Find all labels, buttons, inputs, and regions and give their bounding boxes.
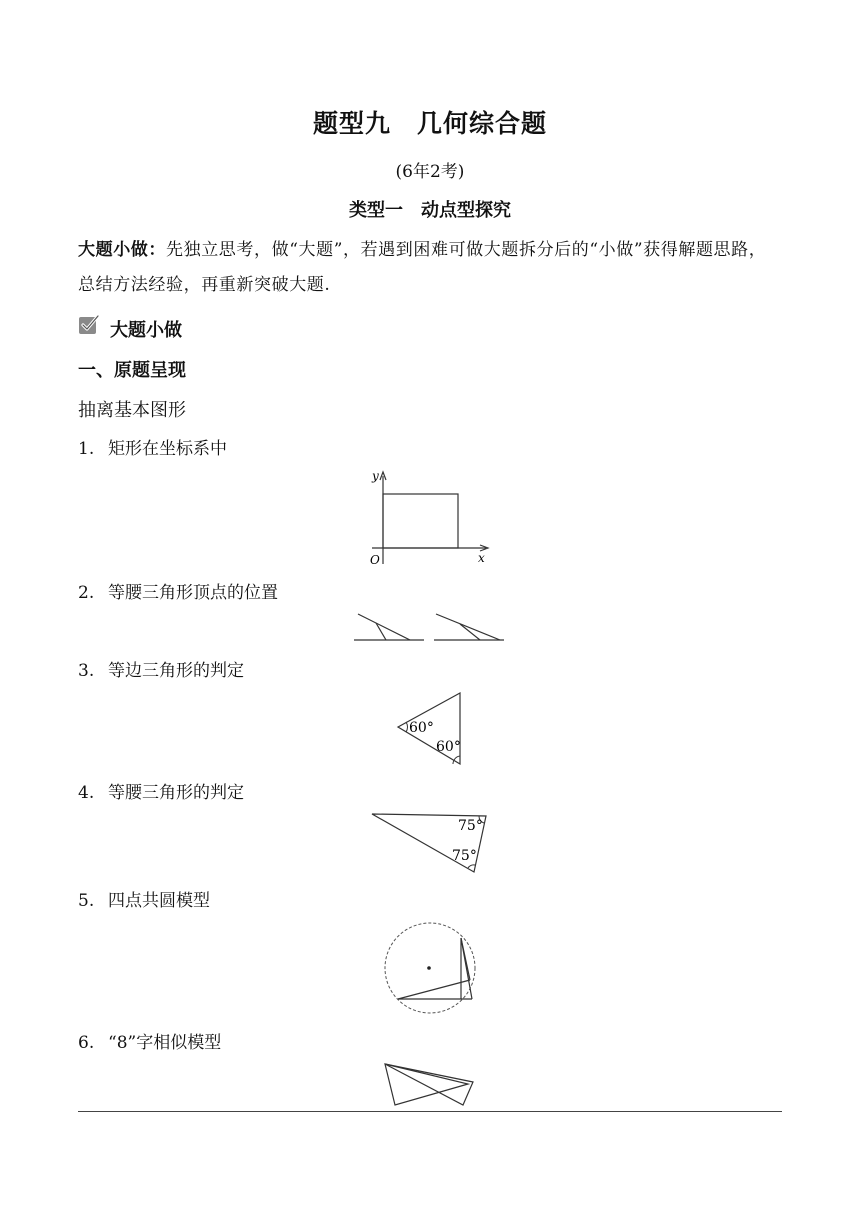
angle-label-bottom: 60° <box>436 739 461 755</box>
item-number: 4. <box>78 783 95 803</box>
list-item <box>78 886 210 911</box>
list-item <box>78 1028 221 1053</box>
item-text: 矩形在坐标系中 <box>108 439 227 459</box>
checkbox-icon <box>78 314 100 336</box>
concyclic-four-points-figure <box>380 920 480 1016</box>
item-text: “8”字相似模型 <box>108 1033 222 1053</box>
page-title: 题型九 几何综合题 <box>312 109 547 138</box>
angle-label-top: 60° <box>409 720 434 736</box>
intro-text: 先独立思考，做“大题”，若遇到困难可做大题拆分后的“小做”获得解题思路，总结方法经验，再重新突破大题. <box>78 240 767 295</box>
item-number: 3. <box>78 661 95 681</box>
section-original: 一、原题呈现 <box>78 360 186 381</box>
list-item <box>78 778 244 803</box>
list-item <box>78 656 244 681</box>
list-item <box>78 578 278 603</box>
item-text: 等腰三角形顶点的位置 <box>108 583 278 603</box>
axis-y-label: y <box>372 469 379 483</box>
figure-eight-similar-figure <box>380 1060 480 1110</box>
origin-label: O <box>370 553 380 567</box>
item-number: 2. <box>78 583 95 603</box>
footer-rule <box>78 1111 782 1112</box>
isosceles-vertex-figure <box>352 610 508 646</box>
item-number: 5. <box>78 891 95 911</box>
item-text: 等腰三角形的判定 <box>108 783 244 803</box>
section-extract: 抽离基本图形 <box>78 400 186 421</box>
equilateral-triangle-figure <box>392 688 468 770</box>
angle-label-bottom: 75° <box>452 848 477 864</box>
axis-x-label: x <box>478 551 485 565</box>
isosceles-triangle-figure <box>368 810 492 876</box>
intro-lead: 大题小做： <box>78 240 166 260</box>
item-number: 1. <box>78 439 95 459</box>
type-heading: 类型一 动点型探究 <box>349 200 511 221</box>
item-number: 6. <box>78 1033 95 1053</box>
intro-paragraph <box>78 233 783 303</box>
angle-label-top: 75° <box>458 818 483 834</box>
list-item <box>78 434 227 459</box>
page-subtitle: (6年2考) <box>395 162 465 182</box>
section-big-small: 大题小做 <box>110 320 182 341</box>
item-text: 四点共圆模型 <box>108 891 210 911</box>
item-text: 等边三角形的判定 <box>108 661 244 681</box>
rectangle-in-coordinate-figure <box>362 466 492 568</box>
